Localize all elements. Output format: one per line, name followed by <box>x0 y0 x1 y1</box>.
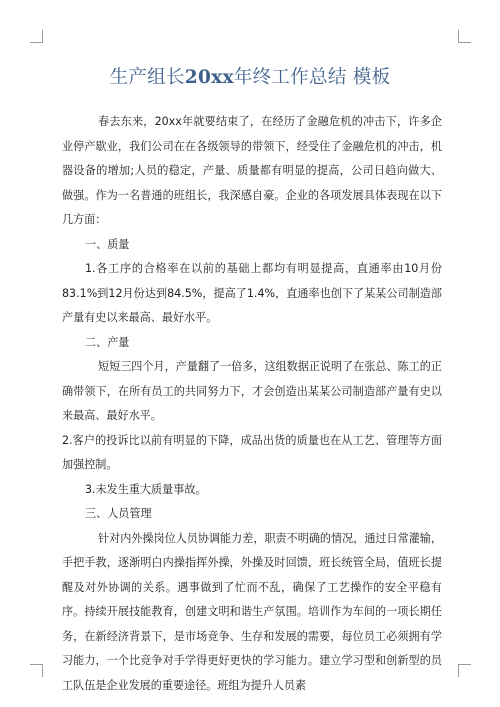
document-body <box>62 110 442 698</box>
paragraph-quality-1: 1.各工序的合格率在以前的基础上都均有明显提高，直通率由10月份83.1%到12月份达到84.5%，提高了1.4%，直通率也创下了某某公司制造部产量有史以来最高、最好水平。 <box>62 262 442 324</box>
paragraph-personnel: 针对内外操岗位人员协调能力差，职责不明确的情况，通过日常灌输，手把手教，逐渐明白内操指挥外操，外操及时回馈，班长统管全局，值班长提醒及对外协调的关系。遇事做到了忙而不乱，确保了工艺操作的安全平稳有序。持续开展技能教育，创建文明和谐生产氛围。培训作为车间的一项长期任务，在新经济背景下，是市场竞争、生存和发展的需要，每位员工必须拥有学习能力，一个比竞争对手学得更好更快的学习能力。建立学习型和创新型的员工队伍是企业发展的重要途径。班组为提升人员素 <box>62 531 442 692</box>
title-year: 20xx <box>184 67 234 88</box>
paragraph-quality-3: 3.未发生重大质量事故。 <box>85 482 207 496</box>
paragraph-quality-2: 2.客户的投诉比以前有明显的下降，成品出货的质量也在从工艺、管理等方面加强控制。 <box>62 433 442 471</box>
crop-mark-bottom-right <box>458 664 471 677</box>
crop-mark-bottom-left <box>30 664 43 677</box>
crop-mark-top-right <box>458 30 471 43</box>
title-prefix: 生产组长 <box>109 67 185 88</box>
crop-mark-top-left <box>30 30 43 43</box>
title-suffix: 年终工作总结 模板 <box>233 67 391 88</box>
paragraph-output: 短短三四个月，产量翻了一倍多，这组数据正说明了在张总、陈工的正确带领下，在所有员工的共同努力下，才会创造出某某公司制造部产量有史以来最高、最好水平。 <box>62 360 442 422</box>
heading-personnel: 三、人员管理 <box>85 507 152 520</box>
heading-quality: 一、质量 <box>85 237 130 251</box>
paragraph-intro: 春去东来，20xx年就要结束了，在经历了金融危机的冲击下，许多企业停产歇业，我们公司在在各级领导的带领下，经受住了金融危机的冲击，机器设备的增加;人员的稳定，产量、质量都有明显的提高，公司日趋向做大、做强。作为一名普通的班组长，我深感自豪。企业的各项发展具体表现在以下几方面： <box>62 115 442 226</box>
heading-output: 二、产量 <box>85 335 130 349</box>
document-title <box>0 63 500 89</box>
